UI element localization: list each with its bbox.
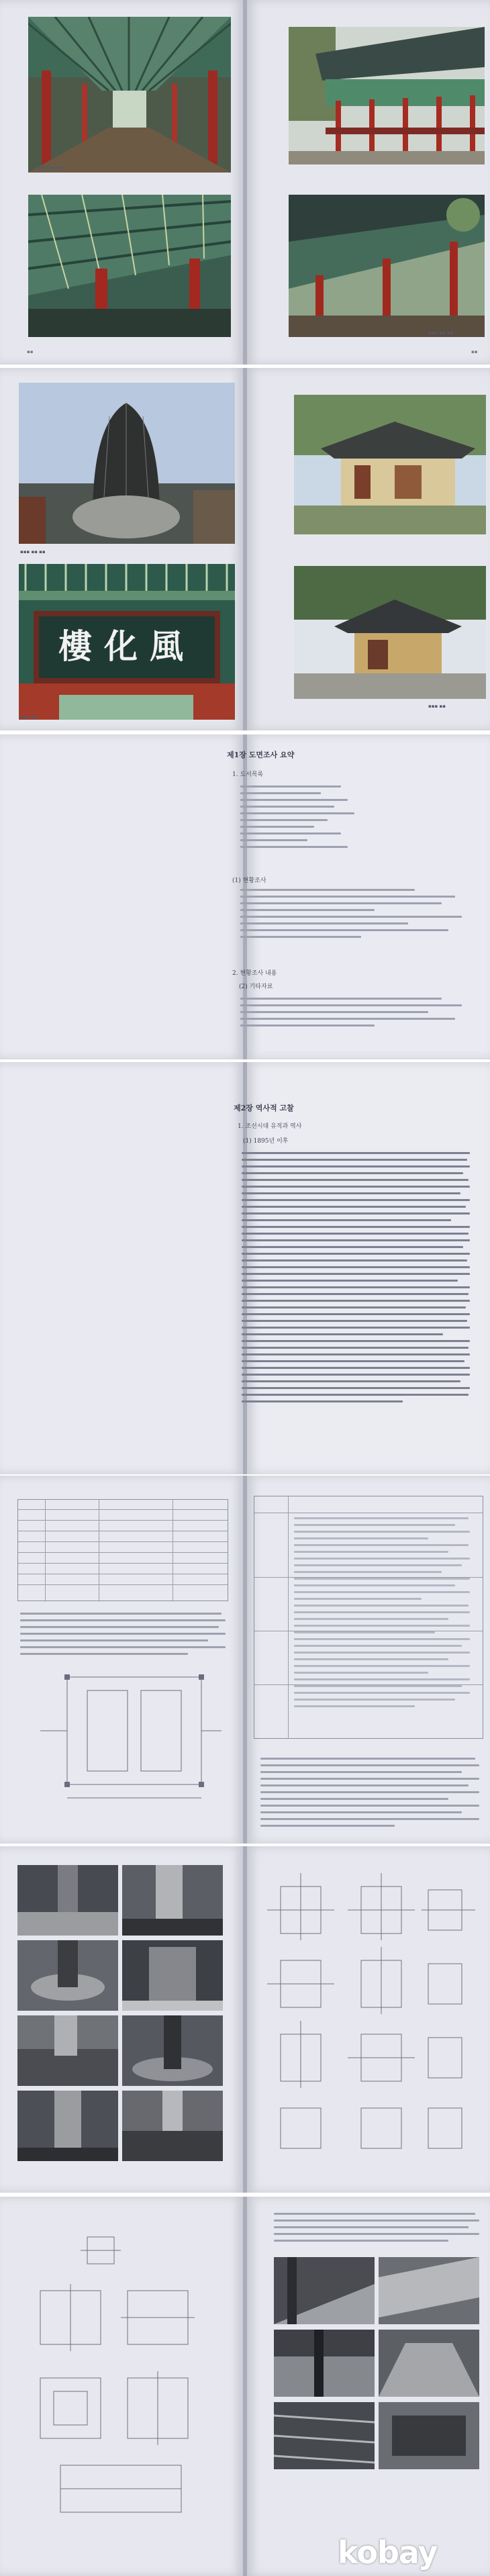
spread-drawings-interior [0,2197,490,2576]
right-page [247,1846,490,2193]
section-title: 2. 현황조사 내용 [232,970,277,977]
photo-shrine-building-1 [294,395,486,534]
photo-bw-7 [17,2091,118,2161]
page-number: ▪▪ [27,349,34,354]
right-page [234,1062,490,1474]
photo-bw-2 [122,1865,223,1936]
left-page [0,1476,243,1844]
photo-interior-bw-1 [274,2257,375,2324]
spread-history-text [0,1062,490,1474]
right-page [247,1476,490,1844]
photo-shrine-building-2 [294,566,486,699]
body-text [20,1613,228,1660]
text-list-1 [240,785,368,853]
photo-pavilion-exterior [289,27,485,164]
photo-bw-3 [17,1940,118,2011]
right-page [247,368,490,730]
right-page [247,0,490,365]
left-page [0,1846,243,2193]
body-text [274,2213,482,2246]
right-page [227,734,490,1059]
page-number: ▪▪ [471,349,478,354]
subsection-title: (1) 현황조사 [232,877,266,884]
photo-caption: ▪▪▪ ▪▪ ▪▪ [38,165,63,171]
body-text [242,1152,473,1407]
photo-interior-bw-2 [379,2257,479,2324]
photo-stone-lantern [19,383,235,544]
photo-eaves-detail [289,195,485,337]
photo-bw-8 [122,2091,223,2161]
photo-caption: ▪▪▪ ▪▪ ▪▪ [428,330,454,336]
photo-bw-5 [17,2015,118,2086]
left-page [0,2197,243,2576]
kobay-watermark-logo: kobay [338,2534,438,2571]
table-text [294,1517,475,1712]
chapter-title: 제2장 역사적 고찰 [234,1104,294,1112]
photo-bw-4 [122,1940,223,2011]
photo-caption: ▪▪▪ ▪▪ [428,704,446,709]
spread-shrine-photos [0,368,490,730]
photo-corridor-interior [28,17,231,173]
section-title: 1. 도서목록 [232,771,264,778]
text-list-2 [240,889,469,943]
photo-interior-bw-5 [274,2402,375,2469]
left-page [0,1062,243,1474]
photo-bw-6 [122,2015,223,2086]
spread-bw-photos-details [0,1846,490,2193]
photo-bw-1 [17,1865,118,1936]
right-page [247,2197,490,2576]
section-drawings [20,2224,228,2539]
photo-caption: ▪▪▪ ▪▪ ▪▪ [20,549,46,555]
photo-interior-bw-4 [379,2330,479,2397]
photo-interior-bw-6 [379,2402,479,2469]
photo-caption: ▪▪▪ ▪▪ [20,714,38,720]
body-text [260,1758,482,1831]
left-page [0,734,243,1059]
subsection-title: (2) 기타자료 [239,984,273,990]
floor-plan-drawing [27,1670,228,1825]
left-page [0,0,243,365]
data-table [17,1499,228,1601]
joint-detail-drawings [260,1873,482,2168]
text-list-3 [240,998,469,1031]
section-title: 1. 조선시대 유적과 역사 [238,1123,302,1130]
spread-table-drawing [0,1476,490,1844]
photo-interior-bw-3 [274,2330,375,2397]
chapter-title: 제1장 도면조사 요약 [227,751,295,759]
spread-corridor-photos [0,0,490,365]
photo-roof-beams [28,195,231,337]
subsection-title: (1) 1895년 이후 [243,1138,289,1145]
spread-summary-text [0,734,490,1059]
photo-signboard [19,564,235,720]
left-page [0,368,243,730]
signboard-characters: 樓化風 [58,626,195,666]
